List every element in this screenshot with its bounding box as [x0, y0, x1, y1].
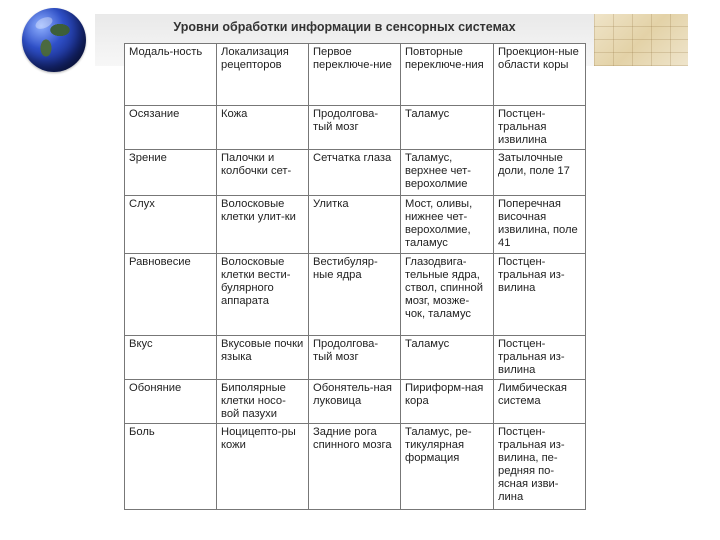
table-cell: Лимбическая система	[494, 380, 586, 424]
table-cell: Вестибуляр-ные ядра	[309, 254, 401, 336]
column-header-receptors: Локализация рецепторов	[217, 44, 309, 106]
table-cell: Боль	[125, 424, 217, 510]
table-cell: Таламус, ре-тикулярная формация	[401, 424, 494, 510]
table-row	[125, 106, 586, 150]
table-cell: Таламус	[401, 336, 494, 380]
table-cell: Равновесие	[125, 254, 217, 336]
globe-icon	[22, 8, 86, 72]
table-cell: Волосковые клетки вести-булярного аппарата	[217, 254, 309, 336]
table-cell: Ноцицепто-ры кожи	[217, 424, 309, 510]
table-cell: Вкус	[125, 336, 217, 380]
column-header-repeated-relays: Повторные переключе-ния	[401, 44, 494, 106]
table-cell: Биполярные клетки носо-вой пазухи	[217, 380, 309, 424]
table-row	[125, 254, 586, 336]
table-cell: Поперечная височная извилина, поле 41	[494, 196, 586, 254]
table-row	[125, 380, 586, 424]
table-row	[125, 336, 586, 380]
map-decoration	[594, 14, 688, 66]
column-header-modality: Модаль-ность	[125, 44, 217, 106]
sensory-levels-table	[124, 43, 586, 510]
slide-title: Уровни обработки информации в сенсорных системах	[173, 20, 516, 34]
table-cell: Осязание	[125, 106, 217, 150]
table-cell: Постцен-тральная из-вилина	[494, 254, 586, 336]
table-cell: Обонятель-ная луковица	[309, 380, 401, 424]
table-cell: Продолгова-тый мозг	[309, 106, 401, 150]
table-cell: Слух	[125, 196, 217, 254]
table-cell: Постцен-тральная из-вилина	[494, 336, 586, 380]
table-cell: Пириформ-ная кора	[401, 380, 494, 424]
table-cell: Мост, оливы, нижнее чет-верохолмие, таламус	[401, 196, 494, 254]
table-cell: Постцен-тральная извилина	[494, 106, 586, 150]
table-header-row	[125, 44, 586, 106]
table-cell: Зрение	[125, 150, 217, 196]
table-cell: Продолгова-тый мозг	[309, 336, 401, 380]
table-cell: Улитка	[309, 196, 401, 254]
table-cell: Сетчатка глаза	[309, 150, 401, 196]
column-header-cortex-areas: Проекцион-ные области коры	[494, 44, 586, 106]
table-cell: Кожа	[217, 106, 309, 150]
column-header-first-relay: Первое переключе-ние	[309, 44, 401, 106]
table-row	[125, 196, 586, 254]
table-cell: Таламус, верхнее чет-верохолмие	[401, 150, 494, 196]
table-cell: Затылочные доли, поле 17	[494, 150, 586, 196]
table-cell: Задние рога спинного мозга	[309, 424, 401, 510]
table-cell: Палочки и колбочки сет-	[217, 150, 309, 196]
table-cell: Вкусовые почки языка	[217, 336, 309, 380]
table-row	[125, 150, 586, 196]
table-cell: Глазодвига-тельные ядра, ствол, спинной мозг, мозже-чок, таламус	[401, 254, 494, 336]
table-cell: Постцен-тральная из-вилина, пе-редняя по-ясная изви-лина	[494, 424, 586, 510]
table-row	[125, 424, 586, 510]
table-cell: Обоняние	[125, 380, 217, 424]
table-cell: Таламус	[401, 106, 494, 150]
table-cell: Волосковые клетки улит-ки	[217, 196, 309, 254]
